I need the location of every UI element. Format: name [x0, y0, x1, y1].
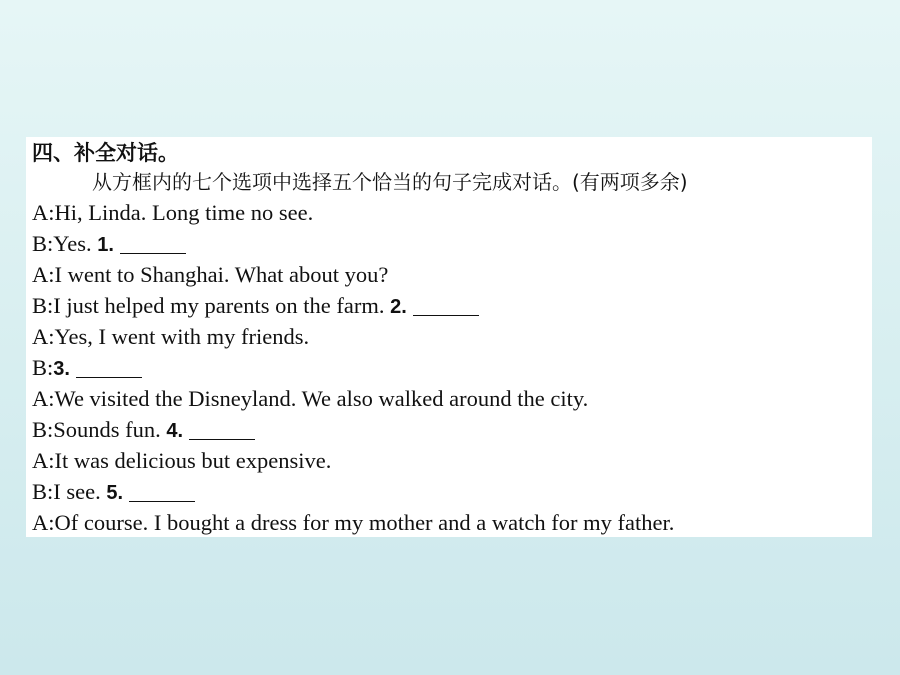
- blank-number: 3.: [53, 358, 70, 380]
- speaker-separator: :: [47, 355, 54, 380]
- blank-number: 4.: [166, 420, 184, 442]
- answer-blank[interactable]: [413, 315, 479, 316]
- blank-number: 2.: [390, 296, 407, 318]
- line-text: We visited the Disneyland. We also walked around the city.: [54, 386, 589, 411]
- line-text: It was delicious but expensive.: [54, 448, 332, 473]
- speaker-separator: :: [48, 448, 55, 473]
- speaker-separator: :: [47, 479, 54, 504]
- line-text: Yes.: [53, 231, 98, 256]
- dialogue-line: [32, 445, 872, 476]
- speaker-label: A: [32, 510, 49, 535]
- speaker-separator: :: [47, 293, 54, 318]
- speaker-label: B: [32, 479, 48, 504]
- speaker-label: B: [32, 355, 48, 380]
- dialogue-line: [32, 197, 872, 228]
- dialogue-line: [32, 228, 872, 259]
- line-text: Yes, I went with my friends.: [54, 324, 310, 349]
- line-text: I just helped my parents on the farm.: [53, 293, 391, 318]
- line-text: Sounds fun.: [53, 417, 167, 442]
- speaker-label: A: [32, 386, 49, 411]
- answer-blank[interactable]: [76, 377, 142, 378]
- blank-number: 5.: [106, 482, 124, 504]
- dialogue-line: [32, 290, 872, 321]
- speaker-separator: :: [48, 200, 55, 225]
- answer-blank[interactable]: [120, 253, 186, 254]
- speaker-label: B: [32, 417, 48, 442]
- dialogue-line: [32, 321, 872, 352]
- dialogue-line: [32, 507, 872, 538]
- speaker-separator: :: [47, 417, 54, 442]
- line-text: Of course. I bought a dress for my mother and a watch for my father.: [54, 510, 675, 535]
- speaker-label: A: [32, 200, 49, 225]
- speaker-label: A: [32, 448, 49, 473]
- line-text: I see.: [53, 479, 107, 504]
- line-text: Hi, Linda. Long time no see.: [54, 200, 314, 225]
- speaker-separator: :: [48, 324, 55, 349]
- speaker-separator: :: [47, 231, 54, 256]
- dialogue-line: [32, 352, 872, 383]
- speaker-separator: :: [48, 510, 55, 535]
- speaker-separator: :: [48, 262, 55, 287]
- answer-blank[interactable]: [189, 439, 255, 440]
- exercise-card: [26, 137, 872, 537]
- line-text: I went to Shanghai. What about you?: [54, 262, 389, 287]
- blank-number: 1.: [97, 234, 114, 256]
- dialogue-line: [32, 476, 872, 507]
- section-title: 四、补全对话。: [32, 141, 179, 165]
- dialogue-line: [32, 259, 872, 290]
- answer-blank[interactable]: [129, 501, 195, 502]
- speaker-label: A: [32, 262, 49, 287]
- speaker-label: B: [32, 231, 48, 256]
- section-instruction: 从方框内的七个选项中选择五个恰当的句子完成对话。(有两项多余): [92, 170, 688, 194]
- speaker-label: B: [32, 293, 48, 318]
- dialogue-line: [32, 383, 872, 414]
- dialogue-line: [32, 414, 872, 445]
- speaker-label: A: [32, 324, 49, 349]
- speaker-separator: :: [48, 386, 55, 411]
